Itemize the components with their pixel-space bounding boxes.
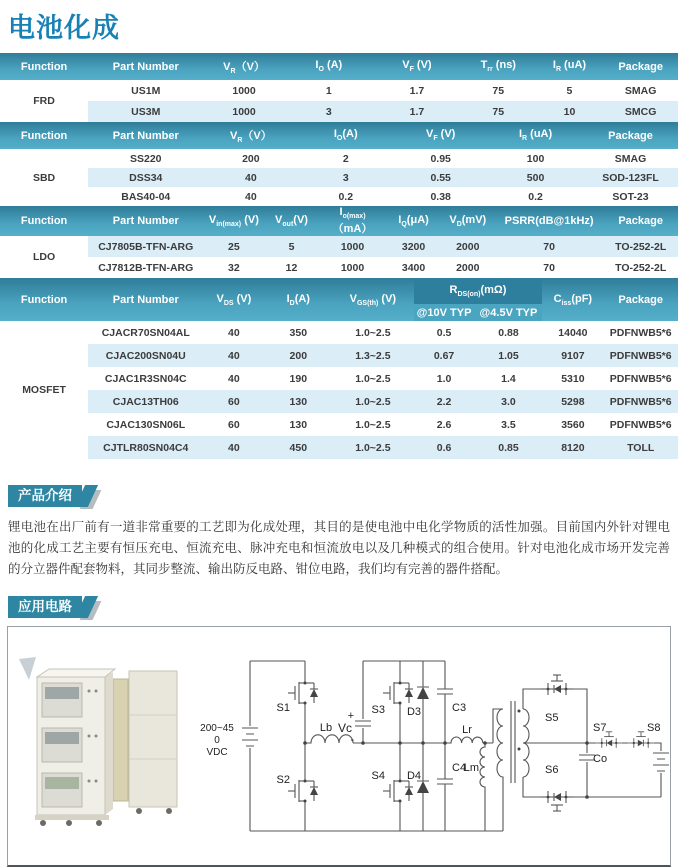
table-cell: 130 [264, 390, 332, 413]
column-header: Function [0, 206, 88, 236]
mosfet-s8 [628, 732, 654, 748]
table-cell: 3 [285, 101, 373, 122]
table-cell: 40 [203, 187, 298, 206]
formation-equipment-image [19, 657, 177, 826]
table-cell: 60 [203, 390, 264, 413]
column-header: $I_D(A)$ [264, 278, 332, 321]
table-cell: 0.67 [414, 344, 475, 367]
table-cell: 1000 [203, 101, 284, 122]
table-cell: 0.2 [298, 187, 393, 206]
table-cell: 200 [203, 149, 298, 168]
application-circuit-figure [8, 627, 670, 865]
column-header: $C_{iss}(pF)$ [542, 278, 603, 321]
column-header: @4.5V TYP [475, 304, 543, 321]
table-row [0, 168, 678, 187]
table-cell: 130 [264, 413, 332, 436]
table-cell: 40 [203, 321, 264, 344]
capacitor-co [579, 743, 595, 797]
table-cell: PDFNWB5*6 [603, 321, 678, 344]
inductor-lb [305, 735, 353, 743]
mosfet-s1 [288, 675, 318, 711]
table-cell: CJAC1R3SN04C [88, 367, 203, 390]
table-cell: CJAC200SN04U [88, 344, 203, 367]
label-vc: Vc [337, 721, 352, 736]
table-cell: SMAG [603, 80, 678, 101]
table-cell: 0.5 [414, 321, 475, 344]
column-header: $V_{out}(V)$ [264, 206, 318, 236]
capacitor-c4 [437, 743, 453, 831]
table-row [0, 321, 678, 344]
table-cell: 350 [264, 321, 332, 344]
source-label-3: VDC [206, 747, 228, 759]
inductor-lm [480, 743, 485, 831]
column-header: $V_{GS(th)}$ (V) [332, 278, 413, 321]
function-cell: MOSFET [0, 321, 88, 459]
function-cell: FRD [0, 80, 88, 122]
table-cell: CJAC13TH06 [88, 390, 203, 413]
table-cell: PDFNWB5*6 [603, 367, 678, 390]
table-cell: 3.0 [475, 390, 543, 413]
table-cell: 10 [536, 101, 604, 122]
table-cell: 1.0~2.5 [332, 413, 413, 436]
label-s8: S8 [647, 722, 661, 735]
table-cell: 100 [488, 149, 583, 168]
table-cell: 450 [264, 436, 332, 459]
table-cell: CJ7805B-TFN-ARG [88, 236, 203, 257]
label-vc-minus: - [350, 734, 354, 747]
intro-paragraph: 锂电池在出厂前有一道非常重要的工艺即为化成处理，其目的是使电池中电化学物质的活性加强。目前国内外针对锂电池的化成工艺主要有恒压充电、恒流充电、脉冲充电和恒流放电以及几种模式的组合使用。针对电池化成市场开发完善的分立器件配套物料，其同步整流、输出防反电路、钳位电路，我们均有完善的器件搭配。 [8, 520, 670, 577]
table-cell: 1.4 [475, 367, 543, 390]
column-header: Part Number [88, 206, 203, 236]
label-d4: D4 [406, 770, 421, 783]
column-header: $I_R$ (uA) [488, 122, 583, 149]
table-cell: CJACR70SN04AL [88, 321, 203, 344]
table-cell: US1M [88, 80, 203, 101]
column-header: $I_O$ (A) [285, 53, 373, 80]
column-header: Function [0, 122, 88, 149]
table-cell: PDFNWB5*6 [603, 413, 678, 436]
table-cell: 3200 [386, 236, 440, 257]
label-lm: Lm [463, 762, 479, 775]
column-header: Package [603, 206, 678, 236]
label-s1: S1 [276, 702, 290, 715]
table-row [0, 236, 678, 257]
table-cell: 12 [264, 257, 318, 278]
transformer-core [511, 701, 515, 783]
column-header: $I_R$ (uA) [536, 53, 604, 80]
column-header: Part Number [88, 53, 203, 80]
table-cell: 1000 [203, 80, 284, 101]
column-header: $I_Q(\mu A)$ [386, 206, 440, 236]
column-header: Package [603, 53, 678, 80]
section-product-intro [0, 485, 678, 580]
table-cell: 1000 [319, 236, 387, 257]
table-row [0, 413, 678, 436]
table-cell: 3 [298, 168, 393, 187]
mosfet-s5 [541, 675, 573, 695]
mosfet-s2 [288, 773, 318, 809]
label-c4: C4 [452, 762, 467, 775]
table-cell: 1.05 [475, 344, 543, 367]
table-cell: 0.38 [393, 187, 488, 206]
table-cell: 14040 [542, 321, 603, 344]
table-cell: CJ7812B-TFN-ARG [88, 257, 203, 278]
column-header: $V_F$ (V) [373, 53, 461, 80]
spec-table-sbd [0, 122, 678, 206]
column-header: @10V TYP [414, 304, 475, 321]
label-co: Co [593, 753, 608, 766]
column-header: $V_R(V)$ [203, 53, 284, 80]
column-header: Function [0, 278, 88, 321]
column-header: Package [603, 278, 678, 321]
table-row [0, 80, 678, 101]
table-cell: 25 [203, 236, 264, 257]
table-cell: 0.6 [414, 436, 475, 459]
spec-table-frd [0, 53, 678, 122]
section-application-circuit [0, 596, 678, 867]
table-cell: 0.88 [475, 321, 543, 344]
table-cell: 8120 [542, 436, 603, 459]
table-cell: 2 [298, 149, 393, 168]
table-cell: TOLL [603, 436, 678, 459]
table-cell: 9107 [542, 344, 603, 367]
table-cell: 3400 [386, 257, 440, 278]
label-lb: Lb [319, 722, 333, 735]
table-cell: 70 [495, 236, 603, 257]
battery-cell [653, 753, 669, 771]
table-row [0, 149, 678, 168]
table-cell: 1.0~2.5 [332, 390, 413, 413]
table-cell: 200 [264, 344, 332, 367]
table-cell: SMAG [583, 149, 678, 168]
table-cell: 40 [203, 436, 264, 459]
circuit-schematic [200, 661, 669, 831]
table-row [0, 101, 678, 122]
table-row [0, 367, 678, 390]
table-cell: TO-252-2L [603, 236, 678, 257]
label-vc-plus: + [347, 710, 354, 723]
column-header: $V_R(V)$ [203, 122, 298, 149]
table-cell: 32 [203, 257, 264, 278]
table-cell: 1 [285, 80, 373, 101]
diode-d3 [417, 661, 429, 743]
table-row [0, 344, 678, 367]
table-cell: DSS34 [88, 168, 203, 187]
column-header: $I_{o(max)}(mA)$ [319, 206, 387, 236]
table-cell: TO-252-2L [603, 257, 678, 278]
table-cell: 40 [203, 367, 264, 390]
function-cell: SBD [0, 149, 88, 206]
table-cell: 1.0~2.5 [332, 321, 413, 344]
table-cell: 75 [461, 80, 536, 101]
column-header: PSRR(dB@1kHz) [495, 206, 603, 236]
table-cell: 2.6 [414, 413, 475, 436]
column-header: $V_D(mV)$ [441, 206, 495, 236]
table-cell: 0.55 [393, 168, 488, 187]
table-cell: 40 [203, 344, 264, 367]
column-header: $V_{DS}$ (V) [203, 278, 264, 321]
table-cell: 1.0~2.5 [332, 367, 413, 390]
spec-tables [0, 53, 678, 459]
spec-table-mosfet [0, 278, 678, 459]
diode-d4 [417, 743, 429, 831]
table-cell: US3M [88, 101, 203, 122]
label-c3: C3 [452, 702, 467, 715]
table-cell: 2000 [441, 236, 495, 257]
table-cell: 500 [488, 168, 583, 187]
table-cell: 3.5 [475, 413, 543, 436]
table-cell: 1.7 [373, 101, 461, 122]
table-cell: PDFNWB5*6 [603, 390, 678, 413]
table-cell: 1.0~2.5 [332, 436, 413, 459]
label-s4: S4 [371, 770, 385, 783]
table-cell: 5298 [542, 390, 603, 413]
table-cell: CJTLR80SN04C4 [88, 436, 203, 459]
mosfet-s7 [596, 732, 622, 748]
app-section-badge: 应用电路 [8, 596, 82, 618]
page-title: 电池化成 [8, 13, 120, 43]
table-cell: PDFNWB5*6 [603, 344, 678, 367]
table-cell: 40 [203, 168, 298, 187]
column-header: Part Number [88, 278, 203, 321]
table-cell: BAS40-04 [88, 187, 203, 206]
label-s2: S2 [276, 774, 290, 787]
table-cell: 5 [264, 236, 318, 257]
intro-section-badge: 产品介绍 [8, 485, 82, 507]
label-s3: S3 [371, 704, 385, 717]
table-cell: 1.0 [414, 367, 475, 390]
table-cell: 190 [264, 367, 332, 390]
column-header: Package [583, 122, 678, 149]
table-cell: 5 [536, 80, 604, 101]
spec-table-ldo [0, 206, 678, 278]
source-label-2: 0 [214, 735, 220, 747]
source-label-1: 200~45 [200, 723, 234, 735]
table-cell: 1.3~2.5 [332, 344, 413, 367]
table-cell: CJAC130SN06L [88, 413, 203, 436]
column-header: $V_F$ (V) [393, 122, 488, 149]
table-cell: 70 [495, 257, 603, 278]
column-header: Part Number [88, 122, 203, 149]
table-cell: SMCG [603, 101, 678, 122]
mosfet-s6 [541, 791, 573, 811]
table-cell: 3560 [542, 413, 603, 436]
column-header: $V_{in(max)}$ (V) [203, 206, 264, 236]
table-cell: 1.7 [373, 80, 461, 101]
table-cell: SS220 [88, 149, 203, 168]
label-d3: D3 [406, 706, 421, 719]
table-cell: SOT-23 [583, 187, 678, 206]
table-cell: SOD-123FL [583, 168, 678, 187]
table-row [0, 436, 678, 459]
table-row [0, 390, 678, 413]
label-s6: S6 [545, 764, 559, 777]
application-circuit-box [7, 626, 671, 867]
function-cell: LDO [0, 236, 88, 278]
column-header: $I_O(A)$ [298, 122, 393, 149]
label-s7: S7 [593, 722, 607, 735]
label-s5: S5 [545, 712, 559, 725]
table-row [0, 257, 678, 278]
table-row [0, 187, 678, 206]
table-cell: 1000 [319, 257, 387, 278]
label-lr: Lr [462, 724, 472, 737]
column-header: $T_{rr}$ (ns) [461, 53, 536, 80]
table-cell: 0.85 [475, 436, 543, 459]
table-cell: 60 [203, 413, 264, 436]
table-cell: 2000 [441, 257, 495, 278]
table-cell: 2.2 [414, 390, 475, 413]
column-header: $R_{DS(on)}(m\Omega)$ [414, 278, 543, 304]
capacitor-c3 [437, 661, 453, 743]
table-cell: 5310 [542, 367, 603, 390]
table-cell: 75 [461, 101, 536, 122]
table-cell: 0.95 [393, 149, 488, 168]
column-header: Function [0, 53, 88, 80]
product-page [0, 6, 678, 867]
table-cell: 0.2 [488, 187, 583, 206]
transformer-primary [497, 709, 503, 831]
